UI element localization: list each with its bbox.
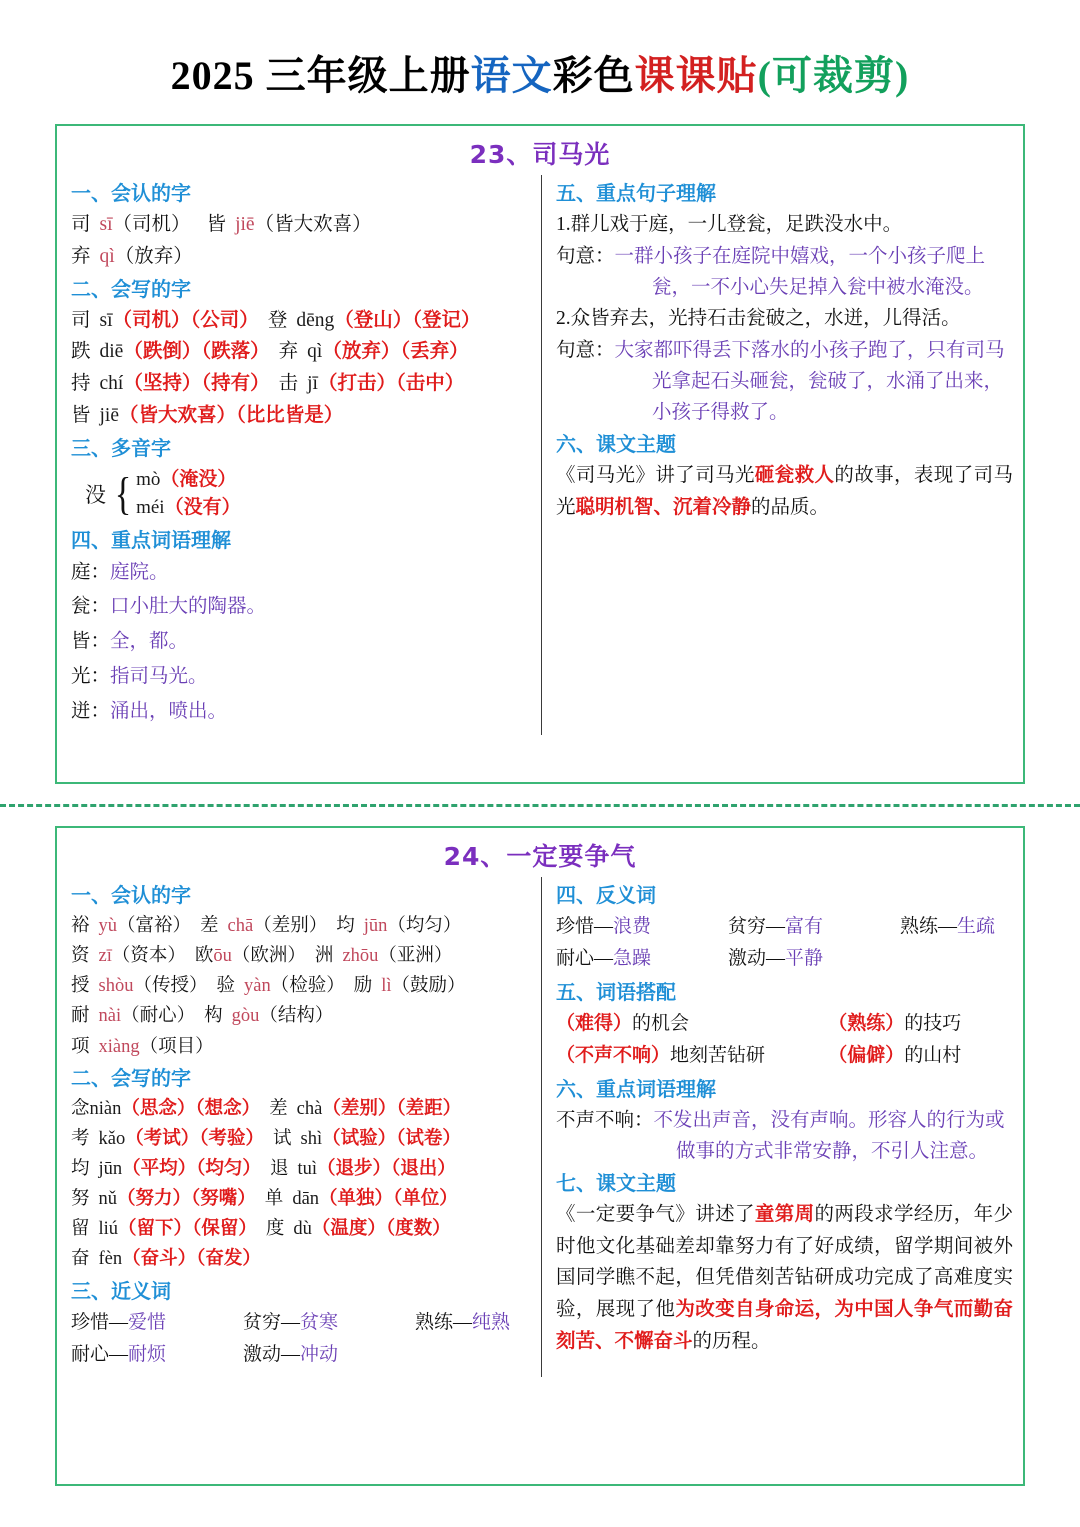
word: （考验） [199,1128,265,1149]
definition-row [71,695,531,730]
word: （结构） [259,1006,334,1027]
definition-text: 口小肚大的陶器。 [110,596,267,618]
section-heading-write: 二、会写的字 [71,276,191,301]
theme-highlight: 聪明机智、沉着冷静 [575,496,752,518]
title-part-color: 彩色 [552,53,635,98]
pinyin: nǔ [98,1189,118,1210]
word: （登山） [334,309,413,331]
definition-text: 全，都。 [110,631,189,653]
definition-term: 光： [71,665,111,687]
char: 司 [71,309,91,331]
section-heading-antonyms: 四、反义词 [556,883,656,907]
collocation-word: （偏僻） [828,1045,905,1067]
page-title [0,0,1080,98]
synonym-row [71,1307,531,1339]
pinyin: dēng [296,309,335,331]
char: 项 [71,1036,90,1057]
pinyin: chí [99,373,124,395]
theme-highlight: 为改变自身命运，为中国人争气而勤奋刻苦、不懈奋斗 [556,1299,1013,1352]
pinyin: liú [98,1219,119,1240]
char: 授 [71,976,90,997]
word-a: 耐心— [71,1343,129,1365]
pinyin: jūn [98,1158,123,1179]
pinyin: méi [136,497,165,519]
definition-text: 涌出，喷出。 [110,700,228,722]
word-a: 耐心— [556,948,614,970]
word: （思念） [121,1098,196,1119]
theme-text: 的历程。 [692,1330,771,1352]
word-a: 激动— [243,1343,301,1365]
brace-icon: { [114,468,132,520]
word: （均匀） [387,916,462,936]
definition-text: 指司马光。 [110,665,208,687]
pinyin: diē [99,341,124,363]
word: （鼓励） [391,976,466,997]
char: 试 [273,1128,292,1149]
collocation-text: 的山村 [904,1045,962,1067]
pinyin: chā [227,916,254,936]
sentence-text: 众皆弃去，光持石击瓮破之，水迸，儿得活。 [570,307,961,329]
pinyin: sī [99,309,113,331]
definition-term: 迸： [71,700,111,722]
char-row [71,241,531,273]
collocation-text: 的技巧 [904,1012,962,1034]
pinyin: tuì [297,1158,317,1179]
word-b: 富有 [785,916,824,937]
pinyin: jūn [363,916,388,936]
word-b: 爱惜 [128,1311,167,1333]
theme-highlight: 童第周 [754,1204,815,1226]
pinyin: nài [98,1006,122,1027]
section-heading-theme: 六、课文主题 [556,432,676,457]
word: （保留） [192,1219,257,1240]
word: （留下） [118,1219,193,1240]
word: （努嘴） [191,1189,256,1210]
collocation-word: （难得） [556,1012,633,1034]
synonym-pair [71,1339,243,1371]
char-row [71,1124,531,1154]
theme-text: 的两段求学经历，年少时他文化基础差却靠努力有了好成绩，留学期间被外国同学瞧不起，但凭借刻苦钻研成功完成了高难度实验，展现了他 [556,1204,1013,1321]
definition-text: 庭院。 [110,561,169,583]
section-heading-polyphone: 三、多音字 [71,435,171,460]
pinyin: jī [307,373,318,395]
word: （放弃） [322,341,401,363]
pinyin: gòu [231,1006,260,1027]
collocation-right [828,1008,1013,1041]
word-a: 珍惜— [71,1311,129,1333]
char: 持 [71,373,91,395]
char: 励 [353,976,373,997]
word: （平均） [122,1158,197,1179]
definition-row [71,625,531,660]
section-heading-synonyms: 三、近义词 [71,1278,171,1303]
lesson-title-23: 23、司马光 [469,140,611,169]
pinyin: kǎo [98,1128,126,1149]
char-row [71,911,531,941]
section-heading-recognize: 一、会认的字 [71,883,191,907]
word: （努力） [117,1189,192,1210]
char: 度 [265,1219,285,1240]
word: （想念） [195,1098,261,1119]
title-part-sticker: 课课贴 [634,53,758,98]
section-heading-recognize: 一、会认的字 [71,181,191,205]
sentence-number: 2. [556,307,571,329]
word: （坚持） [123,373,202,395]
polyphone-readings [136,466,241,523]
collocation-left [556,1040,828,1073]
char: 奋 [71,1249,90,1270]
pinyin: dù [293,1219,312,1240]
sentence-text: 群儿戏于庭，一儿登瓮，足跌没水中。 [570,214,903,235]
synonym-row [71,1339,531,1371]
word: （欧洲） [231,946,306,967]
word: （司机） [112,309,191,331]
pinyin: niàn [89,1098,122,1119]
pinyin: qì [307,341,323,363]
char-row [71,1032,531,1062]
word-b: 耐烦 [128,1343,167,1365]
char-row [71,1094,531,1124]
sentence-row [556,303,1013,335]
definition-term: 瓮： [71,596,111,618]
collocation-row [556,1008,1013,1041]
word: （公司） [190,309,259,331]
word: （度数） [385,1219,451,1240]
section-heading-theme: 七、课文主题 [556,1171,676,1196]
pinyin: yàn [244,976,271,997]
char: 耐 [71,1006,90,1027]
definition-row [71,556,531,591]
title-part-subject: 语文 [470,53,553,98]
antonym-pair [728,943,900,975]
pinyin: jiē [235,214,255,235]
word: （奋斗） [122,1249,197,1270]
word: （淹没） [160,468,237,490]
pinyin: mò [136,468,161,490]
meaning-text: 一群小孩子在庭院中嬉戏，一个小孩子爬上瓮，一不小心失足掉入瓮中被水淹没。 [614,245,986,298]
char: 资 [71,946,90,967]
title-part-year-grade: 2025 三年级上册 [170,53,471,98]
synonym-pair [243,1339,415,1371]
meaning-label: 句意： [556,245,615,267]
char: 弃 [71,245,91,267]
word-b: 纯熟 [472,1311,511,1333]
word-b: 浪费 [613,916,652,937]
pinyin: shòu [98,976,134,997]
char: 验 [216,976,235,997]
word: （传授） [133,976,208,997]
word: （没有） [164,497,241,519]
collocation-right [828,1040,1013,1073]
section-heading-key-sentences: 五、重点句子理解 [556,181,716,205]
pinyin: zhōu [342,946,379,967]
pinyin: fèn [98,1249,123,1270]
char: 考 [71,1128,90,1149]
word: （亚洲） [378,946,453,967]
polyphone-row [136,466,241,495]
char: 差 [200,916,219,936]
char-row [71,1184,531,1214]
word: （差别） [253,916,328,936]
word: （温度） [311,1219,386,1240]
pinyin: dān [292,1189,320,1210]
word: （皆大欢喜） [119,404,237,426]
sentence-meaning-row [556,241,1013,303]
pinyin: sī [99,214,113,235]
definition-term: 皆： [71,631,111,653]
word: （试验） [322,1128,397,1149]
word: （项目） [139,1036,214,1057]
char: 均 [71,1158,90,1179]
char: 登 [267,309,288,331]
word: （跌倒） [123,341,202,363]
word: （试卷） [396,1128,461,1149]
antonym-pair [556,943,728,975]
collocation-text: 地刻苦钻研 [670,1045,766,1067]
char-row [71,368,531,400]
definition-row [556,1105,1013,1167]
word: （打击） [317,373,396,395]
polyphone-block [71,466,531,523]
meaning-label: 句意： [556,339,615,361]
theme-text: 的故事，表现了司马光 [556,465,1013,518]
theme-text: 《司马光》讲了司马光 [556,465,755,487]
word: （奋发） [196,1249,261,1270]
pinyin: qì [99,245,115,267]
word: （单独） [319,1189,394,1210]
polyphone-char: 没 [85,483,106,508]
card-23-left-column [57,175,542,735]
collocation-text: 的机会 [632,1012,690,1034]
sentence-number: 1. [556,214,571,235]
antonym-row [556,943,1013,975]
word: （资本） [111,946,186,967]
lesson-title-24: 24、一定要争气 [443,842,637,871]
word: （击中） [396,373,465,395]
collocation-word: （熟练） [828,1012,905,1034]
theme-paragraph [556,460,1013,523]
char-row [71,209,531,241]
char: 努 [71,1189,90,1210]
card-24-right-column [542,877,1023,1377]
synonym-pair [243,1307,415,1339]
sentence-meaning-row [556,335,1013,429]
card-23-right-column [542,175,1023,735]
pinyin: lì [381,976,392,997]
char: 裕 [71,916,90,936]
word: （丢弃） [400,341,469,363]
word-b: 急躁 [613,948,652,970]
card-24-left-column [57,877,542,1377]
char-row [71,336,531,368]
synonym-pair [71,1307,243,1339]
word: （退出） [391,1158,456,1179]
word: （皆大欢喜） [254,214,372,235]
section-heading-key-words: 四、重点词语理解 [71,527,231,552]
word: （退步） [316,1158,391,1179]
char: 欧 [194,946,214,967]
word-a: 熟练— [900,916,958,937]
antonym-row [556,911,1013,943]
word: （考试） [125,1128,200,1149]
char-row [71,1001,531,1031]
word: （跌落） [201,341,270,363]
section-heading-collocation: 五、词语搭配 [556,979,676,1004]
word: （比比皆是） [236,404,344,426]
word: （放弃） [114,245,193,267]
char-row [71,1154,531,1184]
word: （差别） [322,1098,397,1119]
card-24-columns [57,877,1023,1377]
collocation-row [556,1040,1013,1073]
meaning-text: 大家都吓得丢下落水的小孩子跑了，只有司马光拿起石头砸瓮，瓮破了，水涌了出来，小孩子得救了。 [614,339,1005,423]
char: 念 [71,1098,90,1119]
cut-line-divider [0,804,1080,807]
char: 跌 [71,341,91,363]
pinyin: jiē [99,404,120,426]
word: （耐心） [121,1006,196,1027]
pinyin: chà [296,1098,323,1119]
word-a: 激动— [728,948,786,970]
word-a: 贫穷— [243,1311,301,1333]
pinyin: yù [98,916,118,936]
char-row [71,400,531,432]
definition-term: 不声不响： [556,1109,654,1131]
word-b: 生疏 [957,916,996,937]
word: （检验） [270,976,345,997]
lesson-card-23 [55,124,1025,784]
definition-row [71,590,531,625]
word: （均匀） [196,1158,261,1179]
word-b: 贫寒 [300,1311,339,1333]
char: 弃 [278,341,299,363]
char: 均 [336,916,355,936]
char: 皆 [206,214,227,235]
pinyin: shì [300,1128,323,1149]
card-23-columns [57,175,1023,735]
theme-text: 的品质。 [751,496,830,518]
char: 皆 [71,404,91,426]
section-heading-write: 二、会写的字 [71,1065,191,1090]
pinyin: xiàng [98,1036,140,1057]
char: 构 [204,1006,223,1027]
word-b: 冲动 [300,1343,339,1365]
collocation-word: （不声不响） [556,1045,671,1067]
antonym-pair [900,911,995,943]
word-a: 珍惜— [556,916,614,937]
char: 退 [269,1158,289,1179]
word-b: 平静 [785,948,824,970]
theme-text: 《一定要争气》讲述了 [556,1204,755,1226]
title-part-cuttable: (可裁剪) [757,53,910,98]
antonym-pair [728,911,900,943]
char-row [71,1214,531,1244]
collocation-left [556,1008,828,1041]
theme-highlight: 砸瓮救人 [754,465,835,487]
word-a: 贫穷— [728,916,786,937]
char: 差 [269,1098,288,1119]
word: （登记） [412,309,481,331]
lesson-card-24 [55,826,1025,1486]
char: 留 [71,1219,90,1240]
char-row [71,305,531,337]
char-row [71,1244,531,1274]
theme-paragraph [556,1199,1013,1357]
char: 司 [71,214,91,235]
word: （富裕） [117,916,192,936]
pinyin: zī [98,946,112,967]
pinyin: ōu [213,946,232,967]
char: 洲 [314,946,334,967]
word: （司机） [112,214,191,235]
definition-text: 不发出声音，没有声响。形容人的行为或做事的方式非常安静，不引人注意。 [653,1109,1005,1163]
char-row [71,971,531,1001]
word-a: 熟练— [415,1311,473,1333]
char: 击 [278,373,299,395]
char: 单 [264,1189,284,1210]
polyphone-row [136,494,241,523]
sentence-row [556,209,1013,241]
definition-term: 庭： [71,561,111,583]
section-heading-key-words: 六、重点词语理解 [556,1076,716,1101]
word: （差距） [396,1098,462,1119]
char-row [71,941,531,971]
definition-row [71,660,531,695]
word: （持有） [201,373,270,395]
synonym-pair [415,1307,510,1339]
word: （单位） [393,1189,458,1210]
antonym-pair [556,911,728,943]
